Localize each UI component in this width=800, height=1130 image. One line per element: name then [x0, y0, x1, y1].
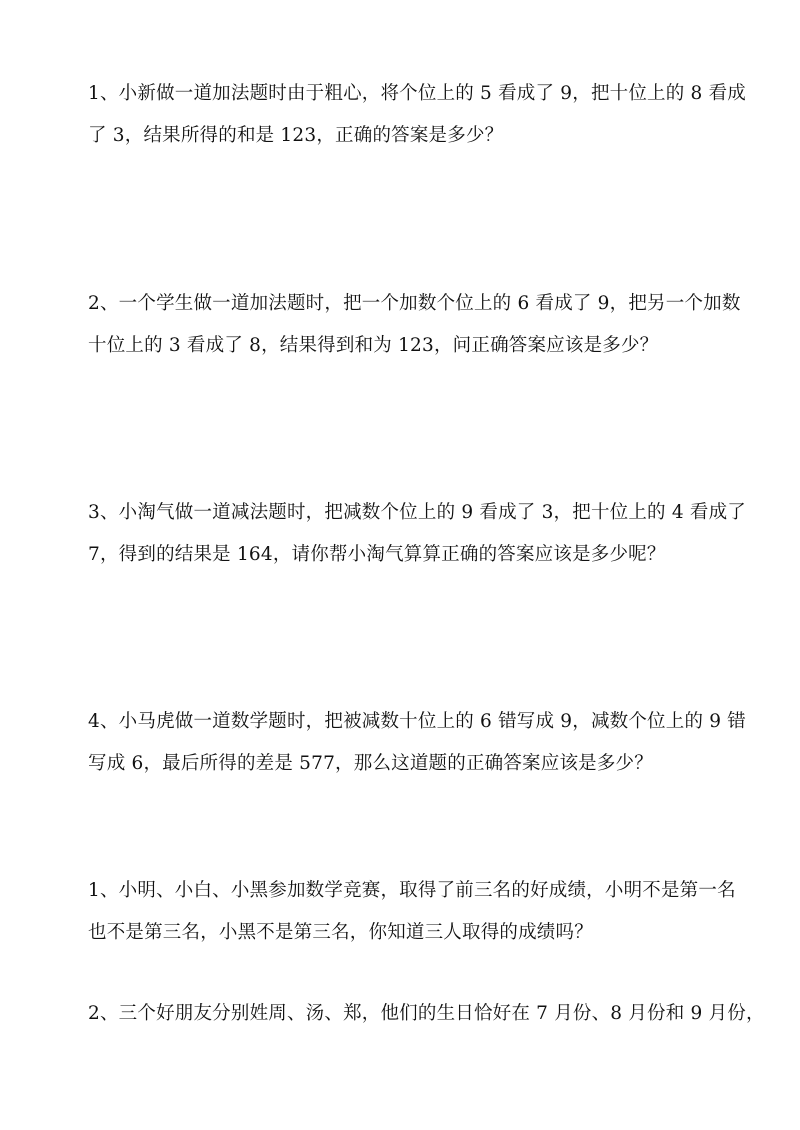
problem-text-line: 1、小新做一道加法题时由于粗心，将个位上的 5 看成了 9，把十位上的 8 看成 — [88, 83, 746, 104]
problem-text-line: 十位上的 3 看成了 8，结果得到和为 123，问正确答案应该是多少？ — [88, 335, 659, 356]
problem-text-line: 4、小马虎做一道数学题时，把被减数十位上的 6 错写成 9，减数个位上的 9 错 — [88, 711, 746, 732]
problem-text-line: 1、小明、小白、小黑参加数学竞赛，取得了前三名的好成绩，小明不是第一名 — [88, 880, 736, 901]
problem-text-line: 2、一个学生做一道加法题时，把一个加数个位上的 6 看成了 9，把另一个加数 — [88, 293, 741, 314]
problem-text-line: 7，得到的结果是 164，请你帮小淘气算算正确的答案应该是多少呢？ — [88, 544, 666, 565]
problem-text-line: 2、三个好朋友分别姓周、汤、郑，他们的生日恰好在 7 月份、8 月份和 9 月份， — [88, 1003, 765, 1024]
problem-text-line: 写成 6，最后所得的差是 577，那么这道题的正确答案应该是多少？ — [88, 753, 653, 774]
problem-text-line: 也不是第三名，小黑不是第三名，你知道三人取得的成绩吗？ — [88, 922, 593, 943]
problem-text-line: 了 3，结果所得的和是 123，正确的答案是多少？ — [88, 125, 504, 146]
problem-text-line: 3、小淘气做一道减法题时，把减数个位上的 9 看成了 3，把十位上的 4 看成了 — [88, 502, 746, 523]
